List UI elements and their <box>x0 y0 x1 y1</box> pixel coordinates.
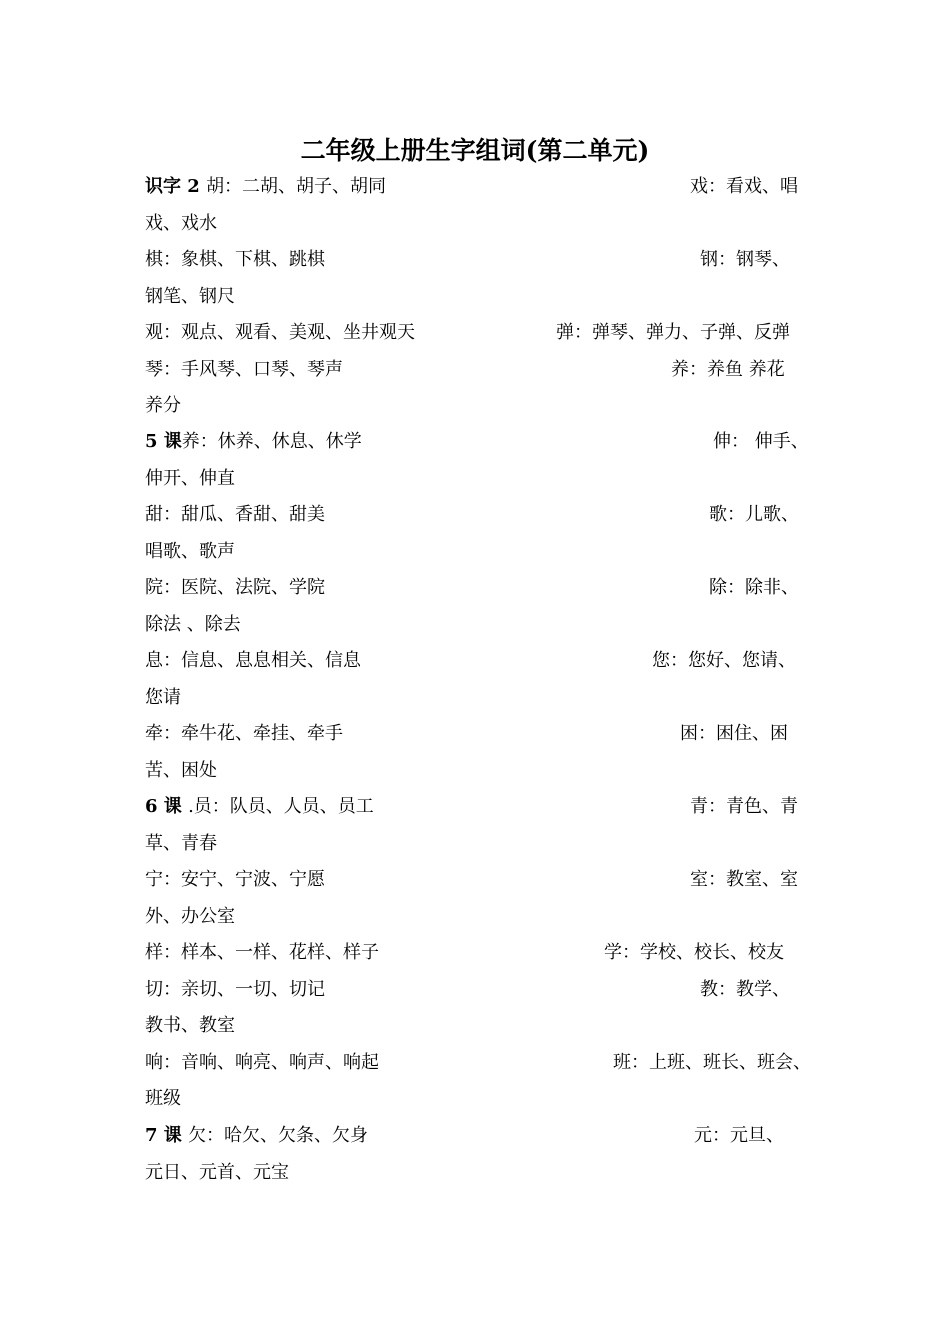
text-line <box>145 610 825 640</box>
entry-text: 苦、困处 <box>145 760 217 781</box>
text-line <box>145 209 825 239</box>
entry-text-right: 除：除非、 <box>709 577 799 598</box>
text-line <box>145 500 825 530</box>
entry-text: 伸开、伸直 <box>145 468 235 489</box>
entry-text-right: 学：学校、校长、校友 <box>604 942 784 963</box>
text-line <box>145 1121 825 1151</box>
text-line <box>145 464 825 494</box>
entry-text-right: 青：青色、青 <box>690 796 798 817</box>
entry-text: 息：信息、息息相关、信息 <box>145 650 361 671</box>
text-line <box>145 1084 825 1114</box>
text-line <box>145 318 825 348</box>
entry-text: 观：观点、观看、美观、坐井观天 <box>145 322 415 343</box>
text-line <box>145 938 825 968</box>
lesson-label: 7 课 <box>145 1125 189 1146</box>
text-line <box>145 646 825 676</box>
entry-text: 胡：二胡、胡子、胡同 <box>206 176 387 197</box>
text-line <box>145 683 825 713</box>
entry-text-right: 您：您好、您请、 <box>652 650 796 671</box>
entry-text: 宁：安宁、宁波、宁愿 <box>145 869 325 890</box>
entry-text: 养：休养、休息、休学 <box>181 431 362 452</box>
lesson-label: 6 课 <box>145 796 189 817</box>
text-line <box>145 172 825 202</box>
text-line <box>145 573 825 603</box>
entry-text-right: 室：教室、室 <box>690 869 798 890</box>
entry-text: 戏、戏水 <box>145 213 217 234</box>
text-line <box>145 427 825 457</box>
entry-text: 切：亲切、一切、切记 <box>145 979 325 1000</box>
text-line <box>145 829 825 859</box>
text-line <box>145 282 825 312</box>
text-line <box>145 355 825 385</box>
entry-text-right: 困：困住、困 <box>680 723 788 744</box>
line-left <box>145 792 374 822</box>
text-line <box>145 902 825 932</box>
entry-text: 班级 <box>145 1088 181 1109</box>
entry-text-right: 歌：儿歌、 <box>709 504 799 525</box>
entry-text: 棋：象棋、下棋、跳棋 <box>145 249 325 270</box>
lesson-label: 识字 2 <box>145 176 207 197</box>
text-line <box>145 719 825 749</box>
line-left <box>145 172 386 202</box>
entry-text: 牵：牵牛花、牵挂、牵手 <box>145 723 343 744</box>
entry-text-right: 养：养鱼 养花 <box>671 359 785 380</box>
entry-text: 元日、元首、元宝 <box>145 1162 289 1183</box>
text-line <box>145 1158 825 1188</box>
entry-text: 钢笔、钢尺 <box>145 286 235 307</box>
text-line <box>145 1048 825 1078</box>
entry-text: 琴：手风琴、口琴、琴声 <box>145 359 343 380</box>
text-line <box>145 865 825 895</box>
line-left <box>145 1121 368 1151</box>
text-line <box>145 756 825 786</box>
text-line <box>145 975 825 1005</box>
entry-text: 您请 <box>145 687 181 708</box>
entry-text: 欠：哈欠、欠条、欠身 <box>188 1125 369 1146</box>
text-line <box>145 245 825 275</box>
entry-text: 唱歌、歌声 <box>145 541 235 562</box>
entry-text-right: 钢：钢琴、 <box>700 249 790 270</box>
line-left <box>145 427 362 457</box>
entry-text: 样：样本、一样、花样、样子 <box>145 942 379 963</box>
text-line <box>145 1011 825 1041</box>
text-line <box>145 537 825 567</box>
entry-text: 甜：甜瓜、香甜、甜美 <box>145 504 325 525</box>
entry-text: .员：队员、人员、员工 <box>188 796 374 817</box>
entry-text-right: 班：上班、班长、班会、 <box>613 1052 811 1073</box>
entry-text: 草、青春 <box>145 833 217 854</box>
entry-text-right: 戏：看戏、唱 <box>690 176 798 197</box>
entry-text: 除法 、除去 <box>145 614 241 635</box>
text-line <box>145 391 825 421</box>
lesson-label: 5 课 <box>145 431 182 452</box>
entry-text: 外、办公室 <box>145 906 235 927</box>
entry-text: 养分 <box>145 395 181 416</box>
entry-text: 响：音响、响亮、响声、响起 <box>145 1052 379 1073</box>
entry-text-right: 弹：弹琴、弹力、子弹、反弹 <box>556 322 790 343</box>
entry-text-right: 教：教学、 <box>700 979 790 1000</box>
entry-text-right: 伸： 伸手、 <box>713 431 809 452</box>
text-line <box>145 792 825 822</box>
entry-text: 教书、教室 <box>145 1015 235 1036</box>
document-title: 二年级上册生字组词(第二单元) <box>300 136 650 165</box>
entry-text-right: 元：元旦、 <box>694 1125 784 1146</box>
entry-text: 院：医院、法院、学院 <box>145 577 325 598</box>
